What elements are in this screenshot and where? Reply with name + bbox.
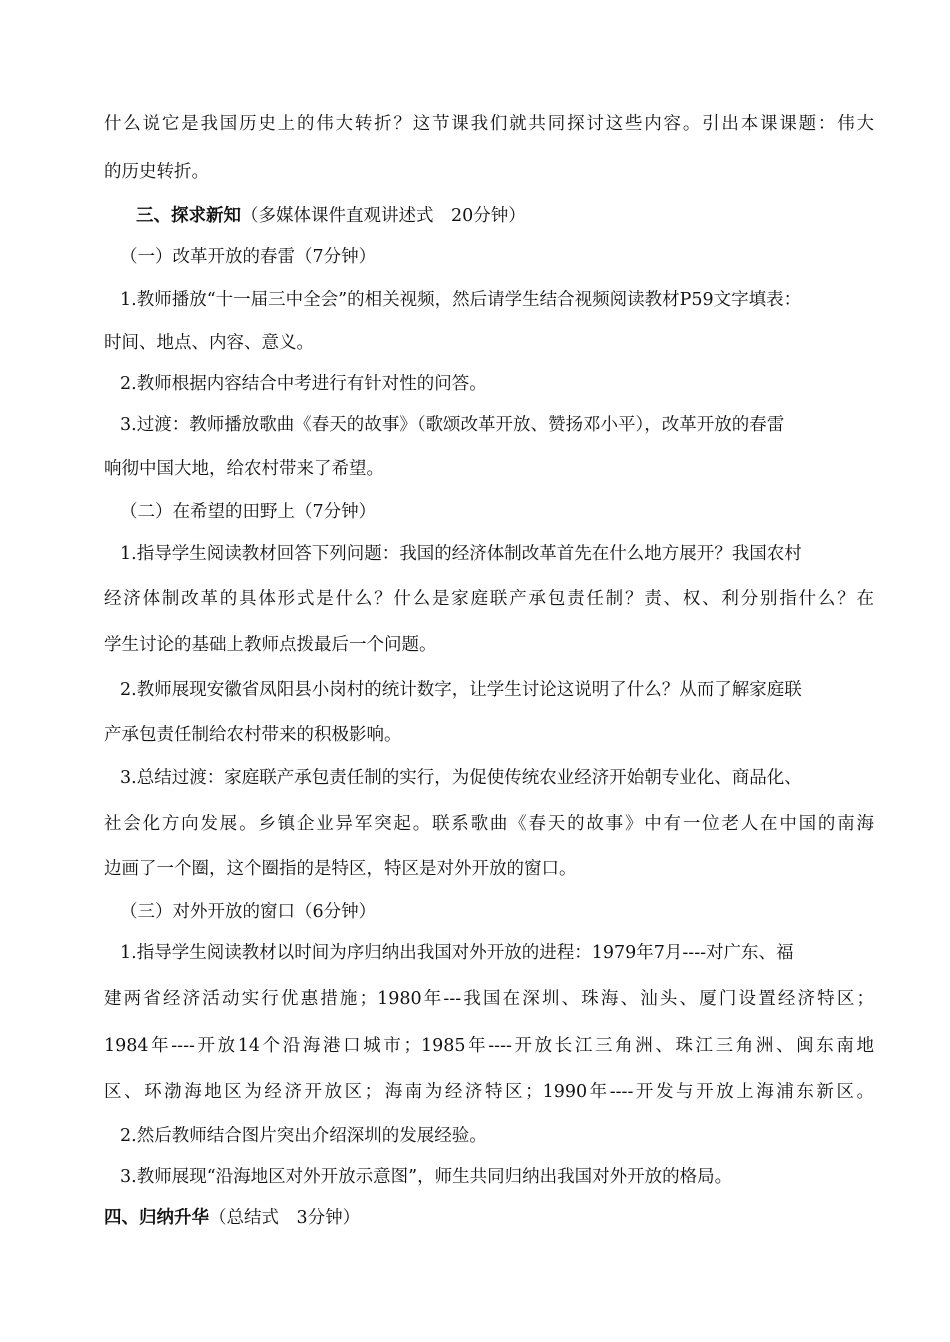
paragraph-line: 1.指导学生阅读教材以时间为序归纳出我国对外开放的进程：1979年7月----对广东、福 <box>120 943 794 963</box>
subsection-heading-3: （三）对外开放的窗口（6分钟） <box>120 902 377 922</box>
paragraph-line: 1.指导学生阅读教材回答下列问题：我国的经济体制改革首先在什么地方展开？我国农村 <box>120 544 802 564</box>
paragraph-line: 边画了一个圈，这个圈指的是特区，特区是对外开放的窗口。 <box>104 859 577 879</box>
paragraph-line: 1.教师播放“十一届三中全会”的相关视频，然后请学生结合视频阅读教材P59文字填表： <box>120 290 802 310</box>
paragraph-line: 2.然后教师结合图片突出介绍深圳的发展经验。 <box>120 1126 487 1146</box>
paragraph-line: 3.过渡：教师播放歌曲《春天的故事》（歌颂改革开放、赞扬邓小平），改革开放的春雷 <box>120 415 785 435</box>
section-heading-4 <box>104 1206 360 1230</box>
paragraph-line: 学生讨论的基础上教师点拨最后一个问题。 <box>104 635 437 655</box>
paragraph-line: 3.教师展现“沿海地区对外开放示意图”，师生共同归纳出我国对外开放的格局。 <box>120 1167 733 1187</box>
paragraph-line: 区、环渤海地区为经济开放区；海南为经济特区；1990年----开发与开放上海浦东新区。 <box>104 1082 874 1102</box>
section-title: 三、探求新知 <box>136 206 241 226</box>
section-note: （总结式 3分钟） <box>209 1208 361 1228</box>
paragraph-line: 什么说它是我国历史上的伟大转折？这节课我们就共同探讨这些内容。引出本课课题：伟大 <box>104 114 874 134</box>
section-title: 四、归纳升华 <box>104 1208 209 1228</box>
section-heading-3 <box>136 204 526 228</box>
paragraph-line: 2.教师展现安徽省凤阳县小岗村的统计数字，让学生讨论这说明了什么？从而了解家庭联 <box>120 680 802 700</box>
paragraph-line: 2.教师根据内容结合中考进行有针对性的问答。 <box>120 374 487 394</box>
paragraph-line: 经济体制改革的具体形式是什么？什么是家庭联产承包责任制？责、权、利分别指什么？在 <box>104 589 874 609</box>
paragraph-line: 的历史转折。 <box>104 162 209 182</box>
paragraph-line: 社会化方向发展。乡镇企业异军突起。联系歌曲《春天的故事》中有一位老人在中国的南海 <box>104 814 874 834</box>
subsection-heading-2: （二）在希望的田野上（7分钟） <box>120 502 377 522</box>
paragraph-line: 1984年----开放14个沿海港口城市；1985年----开放长江三角洲、珠江三角洲、闽东南地 <box>104 1036 874 1056</box>
paragraph-line: 建两省经济活动实行优惠措施；1980年---我国在深圳、珠海、汕头、厦门设置经济特区； <box>104 989 874 1009</box>
subsection-heading-1: （一）改革开放的春雷（7分钟） <box>120 247 377 267</box>
paragraph-line: 产承包责任制给农村带来的积极影响。 <box>104 725 402 745</box>
paragraph-line: 时间、地点、内容、意义。 <box>104 333 314 353</box>
paragraph-line: 响彻中国大地，给农村带来了希望。 <box>104 459 384 479</box>
paragraph-line: 3.总结过渡：家庭联产承包责任制的实行，为促使传统农业经济开始朝专业化、商品化、 <box>120 768 802 788</box>
section-note: （多媒体课件直观讲述式 20分钟） <box>241 206 526 226</box>
